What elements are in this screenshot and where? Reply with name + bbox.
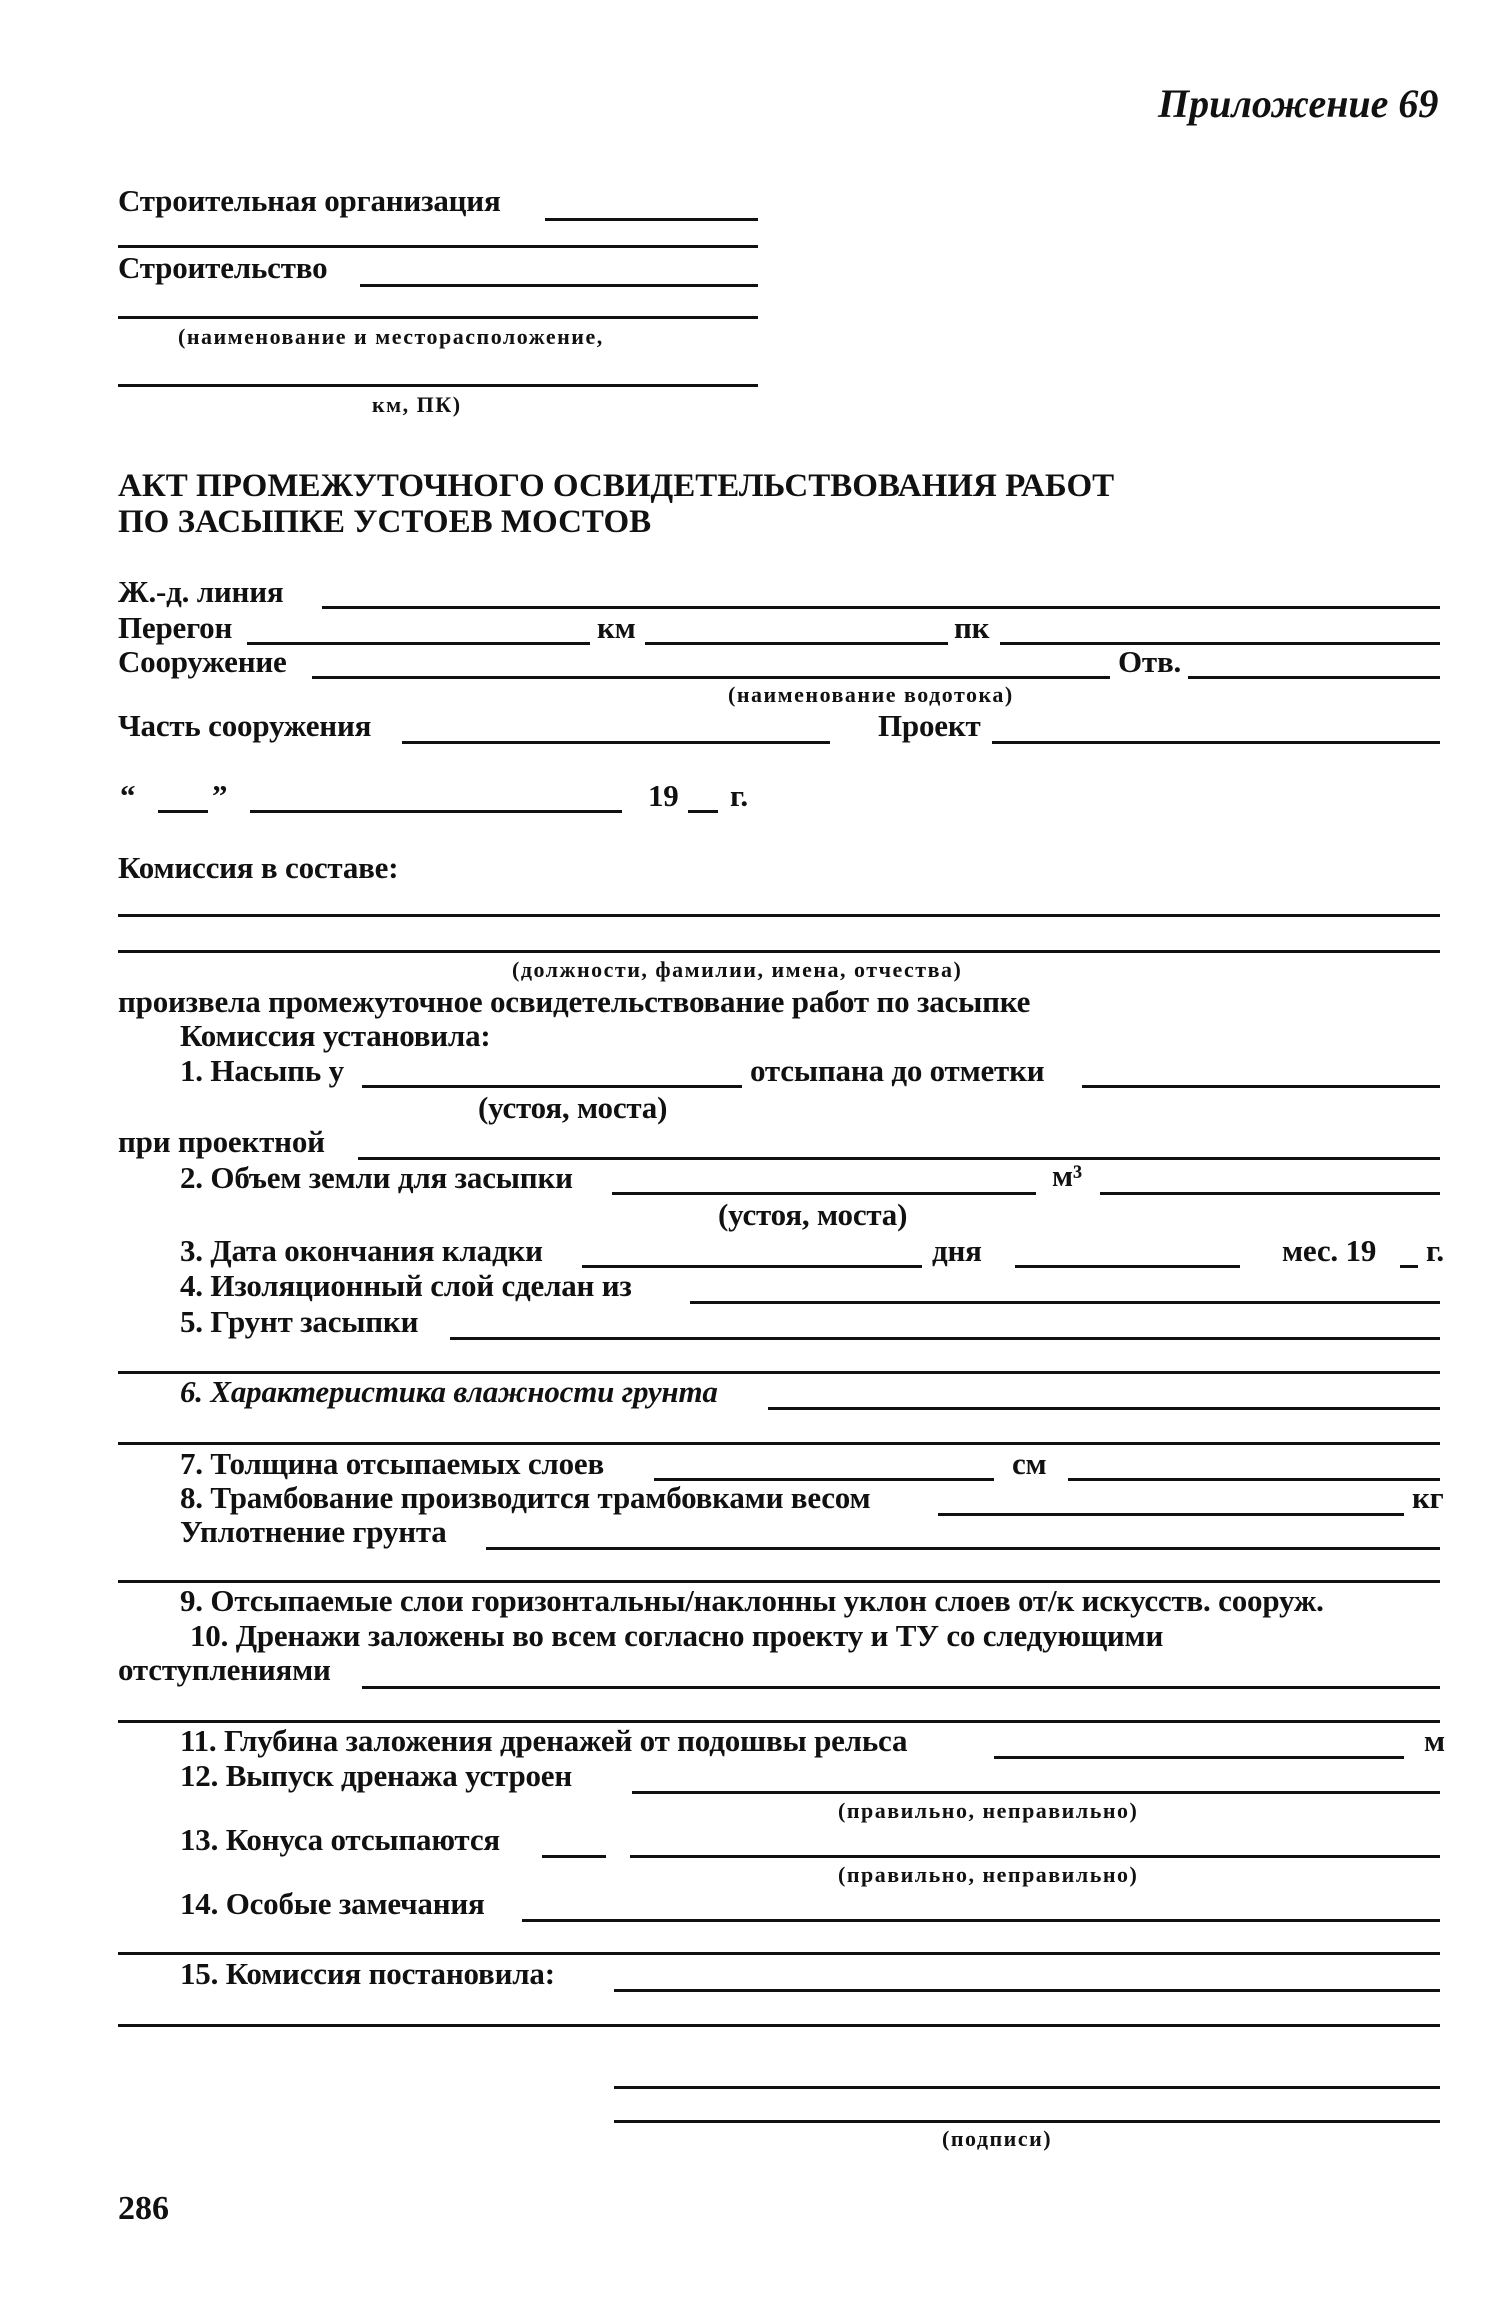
caption-watercourse: (наименование водотока) xyxy=(728,682,1014,707)
project-field[interactable] xyxy=(992,741,1440,744)
item-11-label: 11. Глубина заложения дренажей от подошвы рельса xyxy=(180,1723,908,1758)
item-11-unit: м xyxy=(1424,1723,1445,1758)
item-3-month-field[interactable] xyxy=(1015,1265,1240,1268)
construction-line-2[interactable] xyxy=(118,316,758,319)
date-year-prefix: 19 xyxy=(648,778,679,813)
project-label: Проект xyxy=(878,708,981,743)
commission-label: Комиссия в составе: xyxy=(118,850,399,885)
date-year-suffix: г. xyxy=(730,778,748,813)
commission-performed: произвела промежуточное освидетельствование работ по засыпке xyxy=(118,984,1031,1019)
km-label: км xyxy=(597,610,636,645)
item-2-label: 2. Объем земли для засыпки xyxy=(180,1160,573,1195)
item-15-label: 15. Комиссия постановила: xyxy=(180,1956,555,1991)
item-3-day: дня xyxy=(932,1233,982,1268)
item-6-field-2[interactable] xyxy=(118,1442,1440,1445)
pk-label: пк xyxy=(954,610,990,645)
item-6-field[interactable] xyxy=(768,1407,1440,1410)
structure-label: Сооружение xyxy=(118,644,287,679)
item-3-label: 3. Дата окончания кладки xyxy=(180,1233,543,1268)
caption-km-pk: км, ПК) xyxy=(372,392,462,417)
item-13-label: 13. Конуса отсыпаются xyxy=(180,1822,500,1857)
otv-label: Отв. xyxy=(1118,644,1182,679)
haul-label: Перегон xyxy=(118,610,233,645)
item-13-caption: (правильно, неправильно) xyxy=(838,1862,1139,1887)
km-field[interactable] xyxy=(645,642,948,645)
commission-line-2[interactable] xyxy=(118,950,1440,953)
item-14-field-2[interactable] xyxy=(118,1952,1440,1955)
structure-field[interactable] xyxy=(312,676,1110,679)
item-15-field[interactable] xyxy=(614,1989,1440,1992)
item-1-caption: (устоя, моста) xyxy=(478,1090,668,1125)
item-4-field[interactable] xyxy=(690,1301,1440,1304)
item-2-extra-field[interactable] xyxy=(1100,1192,1440,1195)
caption-name-location: (наименование и месторасположение, xyxy=(178,324,604,349)
date-month-field[interactable] xyxy=(250,810,622,813)
item-1-label: 1. Насыпь у xyxy=(180,1053,344,1088)
item-13-field-short[interactable] xyxy=(542,1855,606,1858)
item-2-unit: м³ xyxy=(1052,1158,1083,1193)
org-line[interactable] xyxy=(545,218,758,221)
document-title-line-1: АКТ ПРОМЕЖУТОЧНОГО ОСВИДЕТЕЛЬСТВОВАНИЯ РАБОТ xyxy=(118,468,1115,504)
item-14-label: 14. Особые замечания xyxy=(180,1886,485,1921)
page-number: 286 xyxy=(118,2190,169,2227)
item-7-extra-field[interactable] xyxy=(1068,1478,1440,1481)
item-11-field[interactable] xyxy=(994,1756,1404,1759)
item-14-field[interactable] xyxy=(522,1919,1440,1922)
item-1-design-label: при проектной xyxy=(118,1124,325,1159)
item-7-label: 7. Толщина отсыпаемых слоев xyxy=(180,1446,605,1481)
signature-line-1[interactable] xyxy=(614,2086,1440,2089)
org-line-2[interactable] xyxy=(118,245,758,248)
document-title-line-2: ПО ЗАСЫПКЕ УСТОЕВ МОСТОВ xyxy=(118,504,652,540)
rail-line-field[interactable] xyxy=(322,606,1440,609)
date-year-field[interactable] xyxy=(688,810,718,813)
item-5-field[interactable] xyxy=(450,1337,1440,1340)
item-10-text: 10. Дренажи заложены во всем согласно проекту и ТУ со следующими xyxy=(190,1618,1164,1653)
date-quote-open: “ xyxy=(120,778,136,813)
item-1-mark-field[interactable] xyxy=(1082,1085,1440,1088)
item-15-field-2[interactable] xyxy=(118,2024,1440,2027)
item-1-mark-label: отсыпана до отметки xyxy=(750,1053,1045,1088)
caption-positions-names: (должности, фамилии, имена, отчества) xyxy=(512,957,963,982)
item-4-label: 4. Изоляционный слой сделан из xyxy=(180,1268,632,1303)
item-1-field[interactable] xyxy=(362,1085,742,1088)
signatures-caption: (подписи) xyxy=(942,2126,1053,2151)
otv-field[interactable] xyxy=(1188,676,1440,679)
item-3-year: г. xyxy=(1426,1233,1444,1268)
construction-line-3[interactable] xyxy=(118,384,758,387)
item-6-label: 6. Характеристика влажности грунта xyxy=(180,1374,718,1409)
item-8-label: 8. Трамбование производится трамбовками весом xyxy=(180,1480,871,1515)
signature-line-2[interactable] xyxy=(614,2120,1440,2123)
date-quote-close: ” xyxy=(212,778,228,813)
item-8-field[interactable] xyxy=(938,1513,1404,1516)
item-13-field[interactable] xyxy=(630,1855,1440,1858)
item-9-text: 9. Отсыпаемые слои горизонтальны/наклонны уклон слоев от/к искусств. сооруж. xyxy=(180,1583,1324,1618)
item-12-caption: (правильно, неправильно) xyxy=(838,1798,1139,1823)
item-2-caption: (устоя, моста) xyxy=(718,1197,908,1232)
item-8-unit: кг xyxy=(1412,1480,1444,1515)
item-10-field[interactable] xyxy=(362,1686,1440,1689)
item-3-month: мес. 19 xyxy=(1282,1233,1377,1268)
item-3-year-field[interactable] xyxy=(1400,1265,1418,1268)
item-2-field[interactable] xyxy=(612,1192,1036,1195)
item-8-compaction-field[interactable] xyxy=(486,1547,1440,1550)
structure-part-field[interactable] xyxy=(402,741,830,744)
item-12-field[interactable] xyxy=(632,1791,1440,1794)
structure-part-label: Часть сооружения xyxy=(118,708,372,743)
construction-line[interactable] xyxy=(360,284,758,287)
org-label: Строительная организация xyxy=(118,183,501,218)
date-day-field[interactable] xyxy=(158,810,208,813)
haul-field[interactable] xyxy=(247,642,590,645)
item-10-deviations-label: отступлениями xyxy=(118,1652,331,1687)
item-12-label: 12. Выпуск дренажа устроен xyxy=(180,1758,573,1793)
appendix-label: Приложение 69 xyxy=(1158,81,1439,126)
commission-line-1[interactable] xyxy=(118,914,1440,917)
item-7-unit: см xyxy=(1012,1446,1047,1481)
item-5-label: 5. Грунт засыпки xyxy=(180,1304,419,1339)
item-3-field[interactable] xyxy=(582,1265,922,1268)
rail-line-label: Ж.-д. линия xyxy=(118,574,284,609)
pk-field[interactable] xyxy=(1000,642,1440,645)
item-8-compaction-label: Уплотнение грунта xyxy=(180,1514,447,1549)
construction-label: Строительство xyxy=(118,250,328,285)
commission-established: Комиссия установила: xyxy=(180,1018,491,1053)
